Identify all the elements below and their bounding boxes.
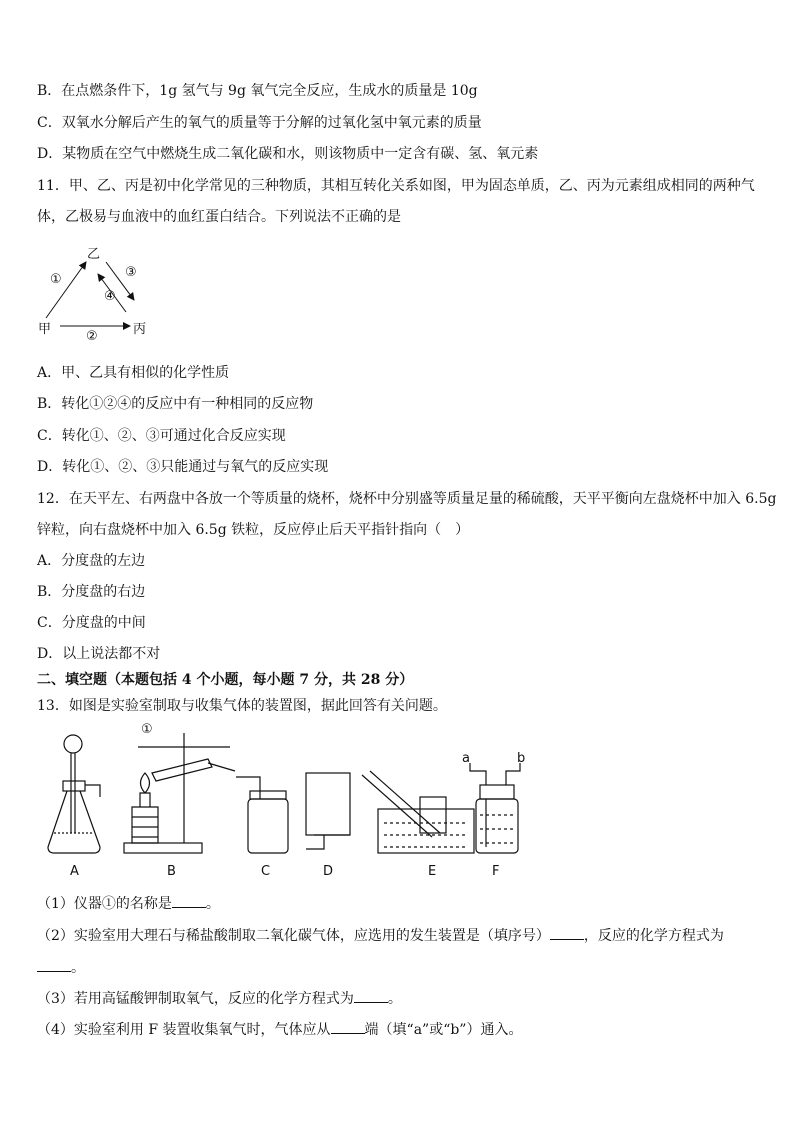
node-jia: 甲 [38, 322, 52, 337]
q13-part1-end: 。 [205, 896, 220, 912]
label-a: A [70, 864, 79, 879]
apparatus-a [48, 735, 100, 853]
apparatus-d [306, 773, 350, 849]
q12-option-d: D．以上说法都不对 [37, 646, 161, 662]
q13-part2-blank1[interactable] [550, 925, 584, 940]
label-c: C [261, 864, 271, 879]
q13-part1 [37, 893, 220, 914]
q13-part2-text2: ，反应的化学方程式为 [583, 928, 724, 944]
q13-part2 [37, 925, 724, 946]
marker-instrument-1: ① [141, 722, 153, 737]
q13-part4-text: （4）实验室利用 F 装置收集氧气时，气体应从 [37, 1022, 331, 1038]
q13-part2-text: （2）实验室用大理石与稀盐酸制取二氧化碳气体，应选用的发生装置是（填序号） [37, 928, 550, 944]
q13-part4-end: 端（填“a”或“b”）通入。 [364, 1022, 523, 1038]
q13-part3-text: （3）若用高锰酸钾制取氧气，反应的化学方程式为 [37, 991, 354, 1007]
q11-option-b: B．转化①②④的反应中有一种相同的反应物 [37, 396, 314, 412]
label-1: ① [50, 272, 62, 287]
label-port-a: a [462, 751, 470, 766]
q13-part3-blank[interactable] [354, 988, 388, 1003]
apparatus-f [470, 763, 520, 853]
label-f: F [492, 864, 500, 879]
apparatus-drawing [40, 725, 540, 865]
section-2-heading: 二、填空题（本题包括 4 个小题，每小题 7 分，共 28 分） [37, 672, 414, 688]
question-12-stem-line2: 锌粒，向右盘烧杯中加入 6.5g 铁粒，反应停止后天平指针指向（ ） [37, 522, 470, 538]
label-port-b: b [517, 751, 526, 766]
q13-part3 [37, 988, 402, 1009]
label-3: ③ [125, 265, 137, 280]
q13-part2-cont [37, 957, 85, 978]
q13-part4-blank[interactable] [331, 1019, 365, 1034]
node-yi: 乙 [87, 247, 101, 262]
q13-part1-blank[interactable] [172, 893, 206, 908]
apparatus-b [124, 733, 235, 853]
label-e: E [428, 864, 437, 879]
apparatus-e [362, 771, 474, 853]
question-13-stem: 13．如图是实验室制取与收集气体的装置图，据此回答有关问题。 [37, 698, 447, 714]
label-4: ④ [104, 289, 116, 304]
q12-option-a: A．分度盘的左边 [37, 553, 146, 569]
option-c-prev: C．双氧水分解后产生的氧气的质量等于分解的过氧化氢中氧元素的质量 [37, 115, 482, 131]
q11-option-a: A．甲、乙具有相似的化学性质 [37, 365, 230, 381]
q13-part1-text: （1）仪器①的名称是 [37, 896, 172, 912]
option-d-prev: D．某物质在空气中燃烧生成二氧化碳和水，则该物质中一定含有碳、氢、氧元素 [37, 146, 539, 162]
q11-option-d: D．转化①、②、③只能通过与氧气的反应实现 [37, 459, 329, 475]
label-b: B [167, 864, 176, 879]
question-11-stem-line2: 体，乙极易与血液中的血红蛋白结合。下列说法不正确的是 [37, 209, 401, 225]
question-11-stem-line1: 11．甲、乙、丙是初中化学常见的三种物质，其相互转化关系如图，甲为固态单质，乙、丙为元素组成相同的两种气 [37, 178, 755, 194]
q13-part2-end: 。 [71, 960, 85, 976]
option-b-prev: B．在点燃条件下，1g 氢气与 9g 氧气完全反应，生成水的质量是 10g [37, 83, 478, 99]
arrow-1 [46, 262, 86, 318]
q12-option-b: B．分度盘的右边 [37, 584, 146, 600]
label-2: ② [86, 329, 98, 344]
q13-part2-blank2[interactable] [37, 957, 71, 972]
question-12-stem-line1: 12．在天平左、右两盘中各放一个等质量的烧杯，烧杯中分别盛等质量足量的稀硫酸，天平平衡向左盘烧杯中加入 6.5g [37, 491, 777, 507]
q12-option-c: C．分度盘的中间 [37, 615, 146, 631]
node-bing: 丙 [133, 322, 147, 337]
q13-part4 [37, 1019, 522, 1040]
q11-option-c: C．转化①、②、③可通过化合反应实现 [37, 428, 286, 444]
apparatus-c [236, 777, 288, 853]
label-d: D [323, 864, 334, 879]
q13-part3-end: 。 [387, 991, 402, 1007]
